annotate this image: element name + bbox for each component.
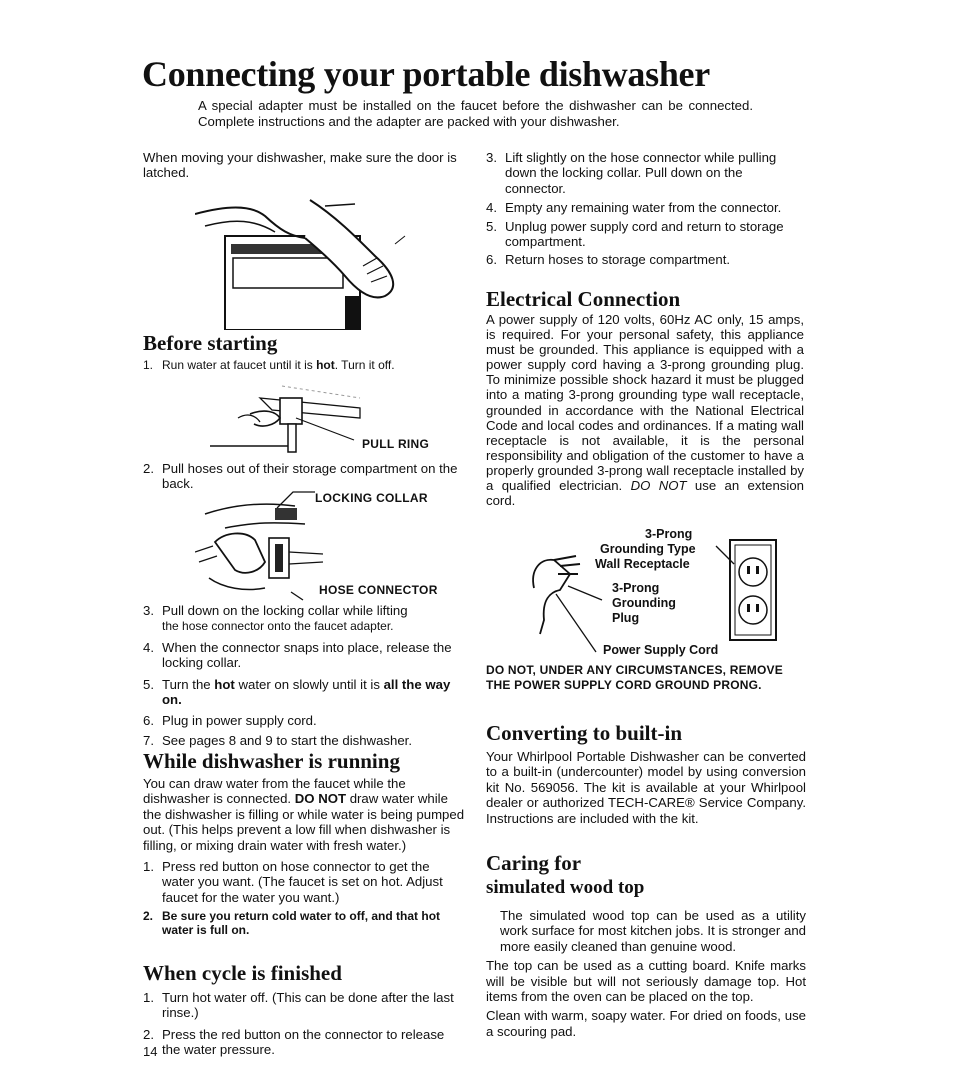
- while-step-1: [143, 859, 465, 905]
- plug-label-line: Plug: [612, 611, 640, 625]
- pointer-line-icon: [275, 488, 315, 510]
- while-step-2: [143, 909, 465, 937]
- electrical-paragraph: [486, 312, 804, 508]
- before-step-3: [143, 603, 465, 634]
- step-text-part: Run water at faucet until it is: [162, 358, 317, 372]
- while-running-paragraph: [143, 776, 465, 853]
- finished-step-2: [143, 1027, 465, 1058]
- receptacle-label: [486, 527, 804, 572]
- before-step-4: [143, 640, 465, 671]
- paragraph-emphasis: DO NOT: [294, 791, 347, 807]
- left-column: [143, 150, 465, 185]
- step-text: Pull hoses out of their storage compartment on the back.: [162, 461, 458, 492]
- step-number: 5.: [486, 218, 497, 234]
- step-number: 4.: [143, 639, 154, 655]
- step-text: Unplug power supply cord and return to storage compartment.: [505, 218, 784, 250]
- step-number: 6.: [143, 713, 154, 729]
- while-running-heading: While dishwasher is running: [143, 749, 400, 773]
- receptacle-label-line: 3-Prong: [645, 527, 693, 541]
- right-step-6: [486, 252, 804, 267]
- step-number: 3.: [143, 603, 154, 618]
- finished-step-1: [143, 990, 465, 1021]
- step-text: [162, 358, 465, 372]
- receptacle-label-line: Wall Receptacle: [595, 557, 690, 571]
- converting-section: [486, 720, 806, 830]
- step-text: Turn hot water off. (This can be done after the last rinse.): [162, 990, 454, 1021]
- step-text: [162, 677, 465, 708]
- step-number: 1.: [143, 859, 154, 875]
- paragraph-part: A power supply of 120 volts, 60Hz AC only, 15 amps, is required. For your personal safety, this appliance must be grounded. This appliance is equipped with a power supply cord having a 3-prong grounding plug. To minimize possible shock hazard it must be plugged into a mating 3-prong grounding type wall receptacle, grounded in accordance with the National Electrical Code and local codes and ordinances. If a mating wall receptacle is not available, it is the personal responsibility and obligation of the customer to have a properly grounded 3-prong wall receptacle installed by a qualified electrician.: [486, 312, 804, 494]
- step-text: Lift slightly on the hose connector while pulling down the locking collar. Pull down on the connector.: [505, 150, 777, 196]
- receptacle-label-line: Grounding Type: [600, 542, 696, 556]
- plug-label-line: 3-Prong: [612, 581, 660, 595]
- caring-heading: Caring for: [486, 851, 582, 875]
- before-starting-heading: Before starting: [143, 331, 278, 355]
- step-number: 5.: [143, 676, 154, 692]
- step-text: [162, 603, 465, 634]
- step-number: 6.: [486, 252, 497, 268]
- step-emphasis: hot: [316, 358, 335, 372]
- caring-paragraph-2: The top can be used as a cutting board. Knife marks will be visible but will not seriously damage top. Hot items from the oven can be placed on the top.: [486, 958, 806, 1005]
- cycle-finished-section: [143, 960, 465, 1061]
- step-number: 4.: [486, 200, 497, 216]
- step-text: Empty any remaining water from the connector.: [505, 200, 782, 216]
- step-number: 2.: [143, 461, 154, 476]
- step-text: Be sure you return cold water to off, and that hot water is full on.: [162, 909, 441, 938]
- page-title: Connecting your portable dishwasher: [142, 54, 710, 94]
- before-step-5: [143, 677, 465, 708]
- step-text: Return hoses to storage compartment.: [505, 252, 731, 268]
- step-text-part: . Turn it off.: [334, 358, 395, 372]
- plug-label-line: Grounding: [612, 596, 676, 610]
- step-text-part: water on slowly until it is: [234, 676, 384, 692]
- step-number: 2.: [143, 909, 154, 924]
- before-step-6: [143, 713, 465, 728]
- step-emphasis: all the way on.: [162, 676, 451, 708]
- electrical-section: [486, 286, 804, 512]
- step-number: 1.: [143, 990, 154, 1005]
- caring-paragraph-1: The simulated wood top can be used as a utility work surface for most kitchen jobs. It is stronger and more easily cleaned than genuine wood.: [500, 908, 806, 954]
- right-step-4: [486, 200, 804, 215]
- step-number: 7.: [143, 732, 154, 748]
- page-number: 14: [143, 1044, 158, 1059]
- step-emphasis: hot: [214, 676, 235, 692]
- intro-paragraph: A special adapter must be installed on the faucet before the dishwasher can be connected. Complete instructions and the adapter are packed with your dishwasher.: [198, 98, 753, 129]
- paragraph-part: You can draw water from the faucet while the dishwasher is connected.: [143, 776, 406, 807]
- ground-prong-warning: DO NOT, UNDER ANY CIRCUMSTANCES, REMOVE THE POWER SUPPLY CORD GROUND PRONG.: [486, 663, 783, 692]
- hose-connector-label: HOSE CONNECTOR: [319, 583, 438, 597]
- caring-paragraph-3: Clean with warm, soapy water. For dried on foods, use a scouring pad.: [486, 1008, 806, 1039]
- step-text-line: Pull down on the locking collar while lifting: [162, 603, 408, 618]
- caring-subheading: simulated wood top: [486, 877, 645, 898]
- door-latch-illustration: [195, 196, 410, 330]
- moving-note: When moving your dishwasher, make sure the door is latched.: [143, 150, 457, 181]
- locking-collar-label: LOCKING COLLAR: [315, 491, 428, 505]
- before-step-1: [143, 358, 465, 372]
- step-text: Press red button on hose connector to get the water you want. (The faucet is set on hot. Adjust faucet for the water you want.): [162, 859, 443, 905]
- right-step-5: [486, 219, 804, 250]
- cord-label: Power Supply Cord: [603, 643, 719, 657]
- step-text-line: the hose connector onto the faucet adapter.: [162, 619, 394, 634]
- converting-paragraph: Your Whirlpool Portable Dishwasher can be converted to a built-in (undercounter) model by using conversion kit No. 569056. The kit is available at your Whirlpool dealer or authorized TECH-CARE® Service Company. Instructions are included with the kit.: [486, 749, 806, 826]
- right-steps: [486, 150, 804, 271]
- caring-section: [486, 850, 806, 1043]
- step-text: Press the red button on the connector to release the water pressure.: [162, 1026, 445, 1058]
- cycle-finished-heading: When cycle is finished: [143, 961, 342, 985]
- before-step-7: [143, 733, 465, 748]
- step-text: Plug in power supply cord.: [162, 713, 317, 729]
- right-step-3: [486, 150, 804, 196]
- step-text-part: Turn the: [162, 676, 215, 692]
- hand-latch-icon: [195, 196, 410, 330]
- electrical-heading: Electrical Connection: [486, 287, 681, 311]
- while-running-section: [143, 748, 465, 940]
- pull-ring-label: PULL RING: [362, 437, 430, 451]
- plug-label: [612, 581, 676, 626]
- locking-collar-pointer: [275, 488, 315, 510]
- step-number: 3.: [486, 150, 497, 165]
- before-steps-3-7: [143, 603, 465, 751]
- step-number: 1.: [143, 358, 154, 372]
- paragraph-part: use an extension cord.: [486, 478, 804, 509]
- before-starting-section: [143, 330, 465, 375]
- step-text: When the connector snaps into place, release the locking collar.: [162, 639, 452, 671]
- step-text: See pages 8 and 9 to start the dishwasher.: [162, 732, 412, 748]
- paragraph-part: draw water while the dishwasher is filling or while water is being pumped out. (This helps prevent a low fill when dishwasher is filling, or mixing drain water with fresh water.): [143, 791, 465, 853]
- paragraph-emphasis: DO NOT: [630, 478, 687, 494]
- converting-heading: Converting to built-in: [486, 721, 683, 745]
- step-number: 2.: [143, 1026, 154, 1042]
